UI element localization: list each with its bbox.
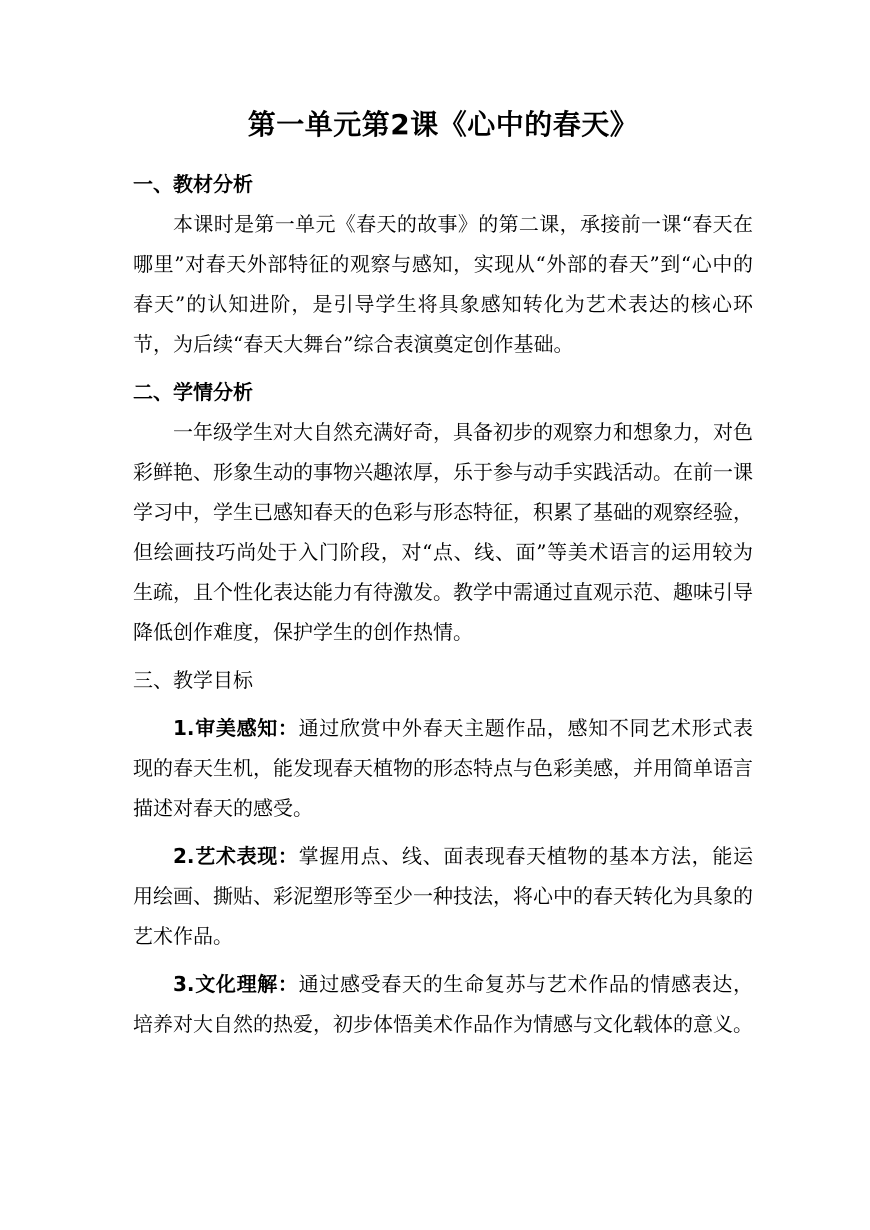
goal-lead: 3.文化理解： xyxy=(173,972,299,996)
goal-text: 掌握用点、线、面表现春天植物的基本方法，能运用绘画、撕贴、彩泥塑形等至少一种技法，将心中的春天转化为具象的艺术作品。 xyxy=(133,844,754,948)
goal-item xyxy=(133,964,753,1044)
section-teaching-goals xyxy=(133,660,753,1044)
goal-item xyxy=(133,836,753,956)
goal-lead: 1.审美感知： xyxy=(173,716,299,740)
document-page xyxy=(133,100,753,1052)
goal-text: 通过欣赏中外春天主题作品，感知不同艺术形式表现的春天生机，能发现春天植物的形态特点与色彩美感，并用简单语言描述对春天的感受。 xyxy=(133,716,754,820)
document-title: 第一单元第2课《心中的春天》 xyxy=(247,108,639,141)
paragraph: 本课时是第一单元《春天的故事》的第二课，承接前一课“春天在哪里”对春天外部特征的观察与感知，实现从“外部的春天”到“心中的春天”的认知进阶，是引导学生将具象感知转化为艺术表达的核心环节，为后续“春天大舞台”综合表演奠定创作基础。 xyxy=(133,212,753,356)
goal-lead: 2.艺术表现： xyxy=(173,844,299,868)
section-heading: 二、学情分析 xyxy=(133,380,253,404)
section-heading: 三、教学目标 xyxy=(133,668,253,692)
section-textbook-analysis xyxy=(133,164,753,364)
goal-text: 通过感受春天的生命复苏与艺术作品的情感表达，培养对大自然的热爱，初步体悟美术作品作为情感与文化载体的意义。 xyxy=(133,972,754,1036)
goal-item xyxy=(133,708,753,828)
section-heading: 一、教材分析 xyxy=(133,172,253,196)
paragraph: 一年级学生对大自然充满好奇，具备初步的观察力和想象力，对色彩鲜艳、形象生动的事物兴趣浓厚，乐于参与动手实践活动。在前一课学习中，学生已感知春天的色彩与形态特征，积累了基础的观察经验，但绘画技巧尚处于入门阶段，对“点、线、面”等美术语言的运用较为生疏，且个性化表达能力有待激发。教学中需通过直观示范、趣味引导降低创作难度，保护学生的创作热情。 xyxy=(133,420,753,644)
section-student-analysis xyxy=(133,372,753,652)
